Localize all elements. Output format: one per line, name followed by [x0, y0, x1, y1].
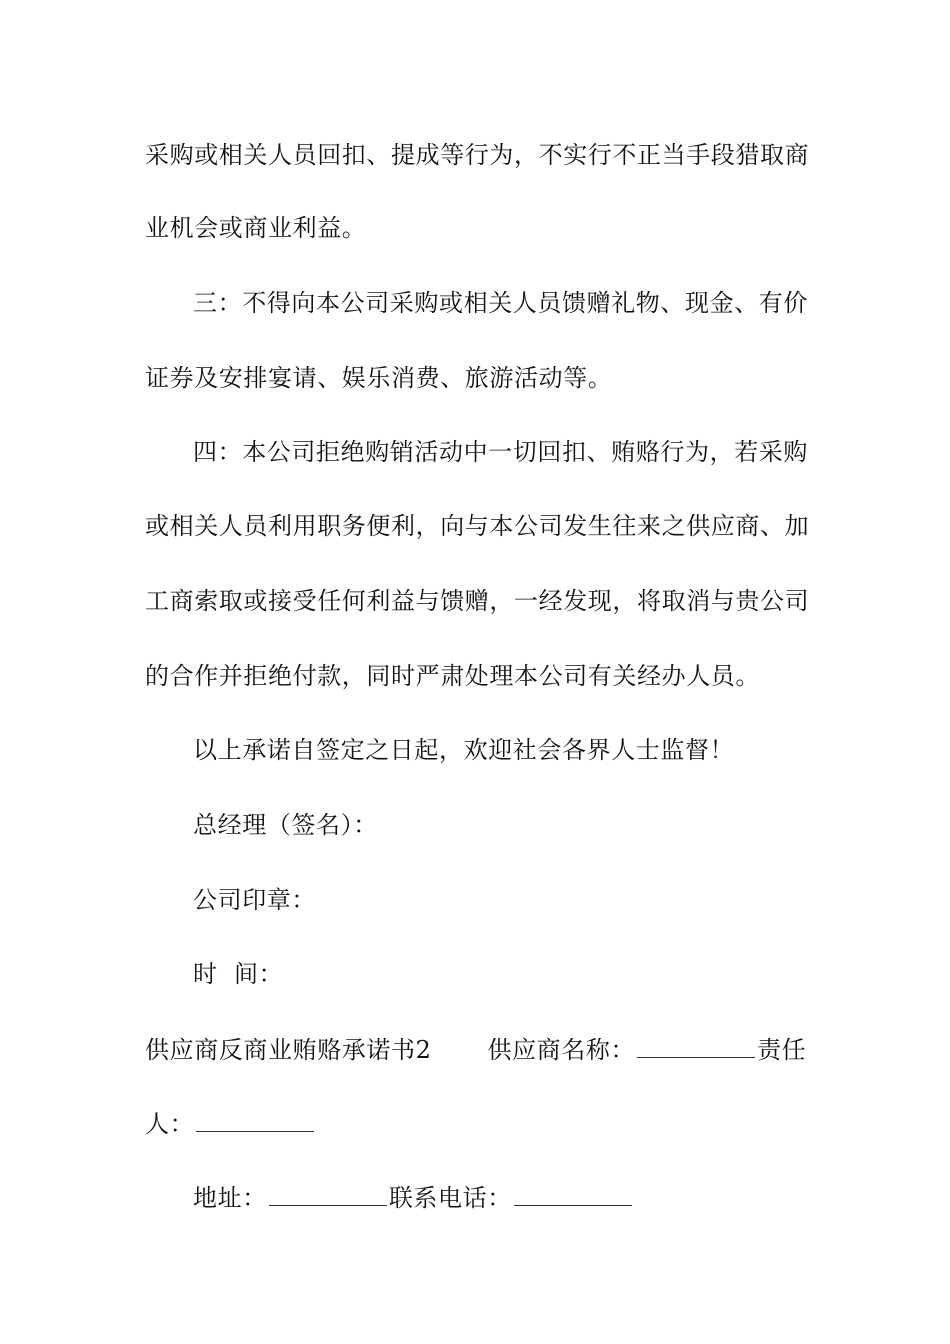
paragraph-line: 三：不得向本公司采购或相关人员馈赠礼物、现金、有价 — [193, 289, 808, 317]
paragraph-line: 工商索取或接受任何利益与馈赠，一经发现，将取消与贵公司 — [145, 587, 810, 615]
address-label: 地址： — [193, 1184, 267, 1212]
signature-label: 总经理（签名）： — [193, 811, 378, 839]
paragraph-line: 以上承诺自签定之日起，欢迎社会各界人士监督！ — [193, 736, 735, 764]
paragraph-line: 采购或相关人员回扣、提成等行为，不实行不正当手段猎取商 — [145, 141, 810, 169]
phone-label: 联系电话： — [388, 1184, 512, 1212]
phone-blank[interactable] — [514, 1183, 632, 1206]
responsible-line — [145, 1108, 815, 1140]
seal-label: 公司印章： — [193, 886, 316, 914]
responsible-label-part1: 责任 — [757, 1036, 807, 1064]
second-doc-title: 供应商反商业贿赂承诺书2 — [145, 1036, 432, 1064]
address-phone-line — [193, 1182, 813, 1214]
paragraph-line: 证券及安排宴请、娱乐消费、旅游活动等。 — [145, 364, 613, 392]
paragraph-line: 业机会或商业利益。 — [145, 214, 367, 242]
date-label: 时 间： — [193, 960, 284, 988]
supplier-name-label: 供应商名称： — [487, 1036, 636, 1064]
paragraph-line: 或相关人员利用职务便利，向与本公司发生往来之供应商、加 — [145, 512, 810, 540]
supplier-name-blank[interactable] — [637, 1035, 755, 1058]
paragraph-line: 四：本公司拒绝购销活动中一切回扣、贿赂行为，若采购 — [193, 438, 808, 466]
address-blank[interactable] — [269, 1183, 387, 1206]
responsible-label-part2: 人： — [145, 1110, 195, 1138]
second-doc-heading-line — [145, 1034, 815, 1066]
paragraph-line: 的合作并拒绝付款，同时严肃处理本公司有关经办人员。 — [145, 662, 760, 690]
responsible-blank[interactable] — [196, 1109, 314, 1132]
